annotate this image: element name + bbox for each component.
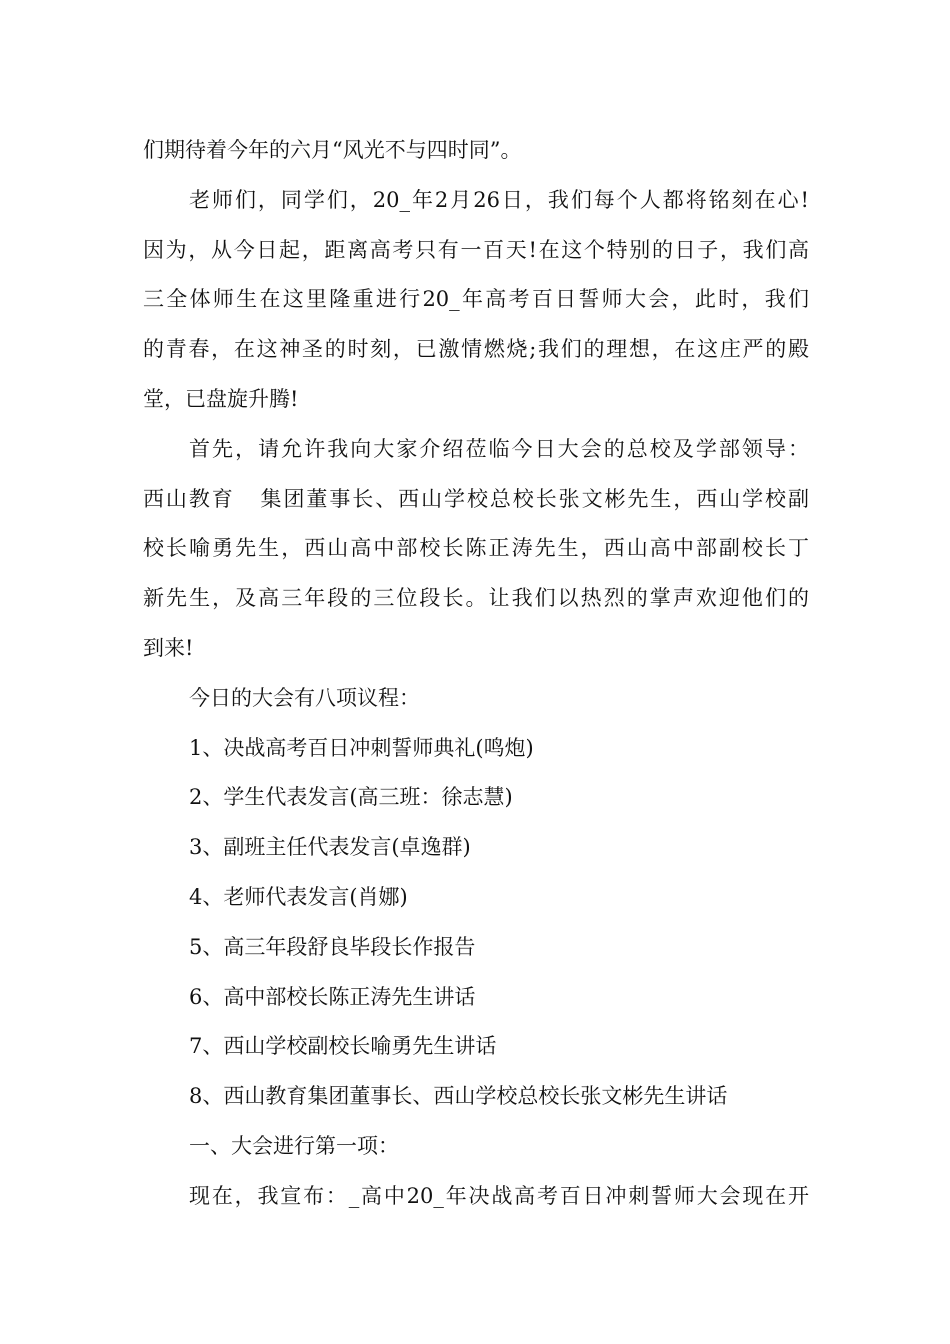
- text-line: 西山教育 集团董事长、西山学校总校长张文彬先生，西山学校副: [143, 486, 809, 511]
- text-line: 三全体师生在这里隆重进行20_年高考百日誓师大会，此时，我们: [143, 287, 809, 312]
- document-body: [143, 126, 809, 1222]
- text-line: 一、大会进行第一项：: [189, 1133, 399, 1158]
- text-line: 6、高中部校长陈正涛先生讲话: [189, 984, 476, 1009]
- text-line: 到来!: [143, 635, 194, 660]
- text-line: 3、副班主任代表发言(卓逸群): [189, 835, 471, 860]
- text-line: 2、学生代表发言(高三班：徐志慧): [189, 785, 513, 810]
- text-line: 7、西山学校副校长喻勇先生讲话: [189, 1034, 497, 1059]
- text-line: 老师们，同学们，20_年2月26日，我们每个人都将铭刻在心!: [189, 187, 809, 212]
- text-line: 5、高三年段舒良毕段长作报告: [189, 934, 476, 959]
- text-line: 首先，请允许我向大家介绍莅临今日大会的总校及学部领导：: [189, 436, 809, 461]
- text-line: 们期待着今年的六月“风光不与四时同”。: [143, 138, 522, 162]
- text-line: 校长喻勇先生，西山高中部校长陈正涛先生，西山高中部副校长丁: [143, 536, 809, 561]
- text-line: 现在，我宣布：_高中20_年决战高考百日冲刺誓师大会现在开: [189, 1183, 809, 1208]
- text-line: 因为，从今日起，距离高考只有一百天!在这个特别的日子，我们高: [143, 237, 809, 262]
- text-line: 的青春，在这神圣的时刻，已激情燃烧;我们的理想，在这庄严的殿: [143, 337, 809, 362]
- text-line: 今日的大会有八项议程：: [189, 685, 420, 710]
- text-line: 8、西山教育集团董事长、西山学校总校长张文彬先生讲话: [189, 1084, 728, 1109]
- text-line: 1、决战高考百日冲刺誓师典礼(鸣炮): [189, 735, 534, 760]
- text-line: 堂，已盘旋升腾!: [143, 386, 299, 411]
- text-line: 4、老师代表发言(肖娜): [189, 884, 408, 909]
- text-line: 新先生，及高三年段的三位段长。让我们以热烈的掌声欢迎他们的: [143, 586, 809, 611]
